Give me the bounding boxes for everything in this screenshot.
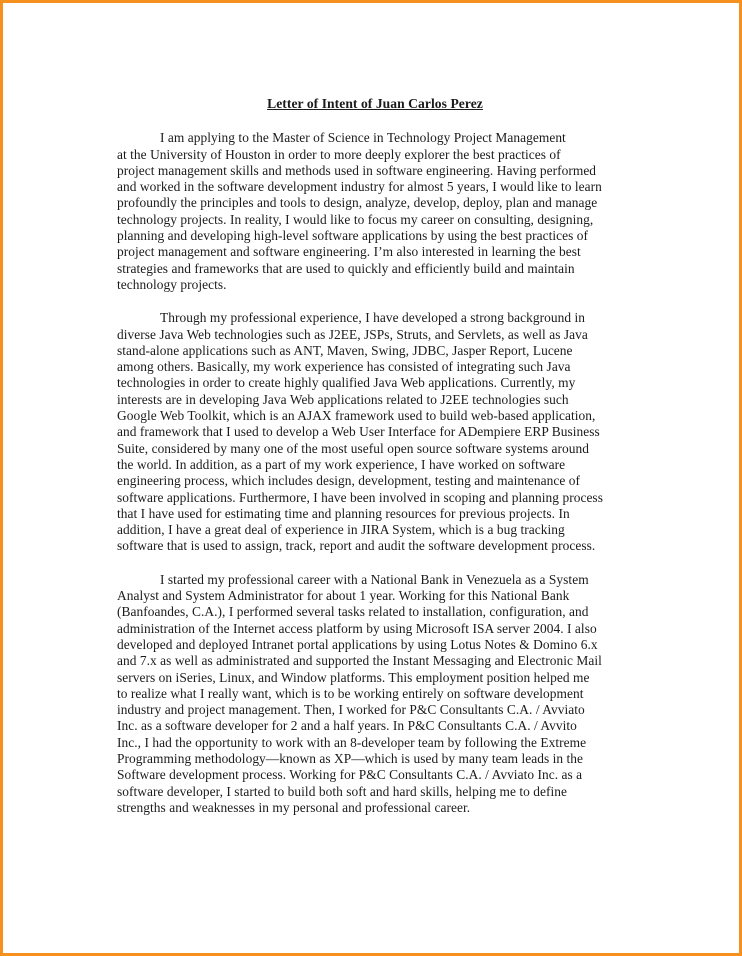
paragraph-line: strengths and weaknesses in my personal and professional career.: [117, 799, 471, 815]
paragraph-line: software applications. Furthermore, I have been involved in scoping and planning process: [117, 489, 603, 505]
paragraph-line: Through my professional experience, I have developed a strong background in: [160, 310, 586, 326]
paragraph-line: software that is used to assign, track, report and audit the software development process.: [117, 538, 596, 554]
paragraph-line: stand-alone applications such as ANT, Maven, Swing, JDBC, Jasper Report, Lucene: [117, 342, 573, 358]
paragraph-line: Analyst and System Administrator for about 1 year. Working for this National Bank: [117, 588, 570, 604]
paragraph-line: (Banfoandes, C.A.), I performed several tasks related to installation, configuration, and: [117, 604, 589, 620]
paragraph-line: and framework that I used to develop a Web User Interface for ADempiere ERP Business: [117, 424, 600, 440]
letter-page: [117, 96, 633, 833]
paragraph-line: project management skills and methods used in software engineering. Having performed: [117, 162, 597, 178]
paragraph-line: to realize what I really want, which is to be working entirely on software development: [117, 685, 584, 701]
paragraph-line: software developer, I started to build both soft and hard skills, helping me to define: [117, 783, 568, 799]
paragraph-line: I started my professional career with a National Bank in Venezuela as a System: [160, 571, 589, 587]
paragraph-line: administration of the Internet access platform by using Microsoft ISA server 2004. I also: [117, 620, 597, 636]
paragraph-line: project management and software engineering. I’m also interested in learning the best: [117, 244, 581, 260]
paragraph-line: and 7.x as well as administrated and supported the Instant Messaging and Electronic Mail: [117, 653, 602, 669]
paragraph-line: Programming methodology—known as XP—which is used by many team leads in the: [117, 750, 584, 766]
paragraph-line: addition, I have a great deal of experience in JIRA System, which is a bug tracking: [117, 522, 565, 538]
paragraph-line: diverse Java Web technologies such as J2EE, JSPs, Struts, and Servlets, as well as Java: [117, 326, 588, 342]
paragraph-line: that I have used for estimating time and planning resources for previous projects. In: [117, 505, 570, 521]
paragraph-line: at the University of Houston in order to more deeply explorer the best practices of: [117, 146, 561, 162]
paragraph-line: profoundly the principles and tools to design, analyze, develop, deploy, plan and manage: [117, 195, 598, 211]
paragraph-line: Google Web Toolkit, which is an AJAX framework used to build web-based application,: [117, 408, 596, 424]
paragraph-line: technology projects.: [117, 276, 227, 292]
paragraph-line: Suite, considered by many one of the most useful open source software systems around: [117, 440, 590, 456]
paragraph-line: planning and developing high-level software applications by using the best practices of: [117, 228, 589, 244]
paragraph-line: among others. Basically, my work experience has consisted of integrating such Java: [117, 359, 571, 375]
paragraph-line: technology projects. In reality, I would like to focus my career on consulting, designing,: [117, 211, 594, 227]
letter-title: Letter of Intent of Juan Carlos Perez: [267, 96, 483, 111]
letter-paragraph-3: [117, 572, 633, 816]
paragraph-line: I am applying to the Master of Science in Technology Project Management: [160, 130, 566, 146]
letter-paragraph-1: [117, 130, 633, 293]
paragraph-line: Inc. as a software developer for 2 and a half years. In P&C Consultants C.A. / Avvito: [117, 718, 577, 734]
paragraph-line: Inc., I had the opportunity to work with an 8-developer team by following the Extreme: [117, 734, 587, 750]
letter-paragraph-2: [117, 310, 633, 554]
paragraph-line: technologies in order to create highly qualified Java Web applications. Currently, my: [117, 375, 576, 391]
paragraph-line: and worked in the software development industry for almost 5 years, I would like to learn: [117, 179, 602, 195]
letter-body: [117, 130, 633, 816]
paragraph-line: industry and project management. Then, I worked for P&C Consultants C.A. / Avviato: [117, 702, 585, 718]
paragraph-line: developed and deployed Intranet portal applications by using Lotus Notes & Domino 6.x: [117, 636, 598, 652]
paragraph-line: servers on iSeries, Linux, and Window platforms. This employment position helped me: [117, 669, 590, 685]
paragraph-line: interests are in developing Java Web applications related to J2EE technologies such: [117, 391, 569, 407]
paragraph-line: engineering process, which includes design, development, testing and maintenance of: [117, 473, 581, 489]
paragraph-line: the world. In addition, as a part of my work experience, I have worked on software: [117, 456, 566, 472]
paragraph-line: Software development process. Working for P&C Consultants C.A. / Avviato Inc. as a: [117, 767, 583, 783]
paragraph-line: strategies and frameworks that are used to quickly and efficiently build and maintain: [117, 260, 575, 276]
